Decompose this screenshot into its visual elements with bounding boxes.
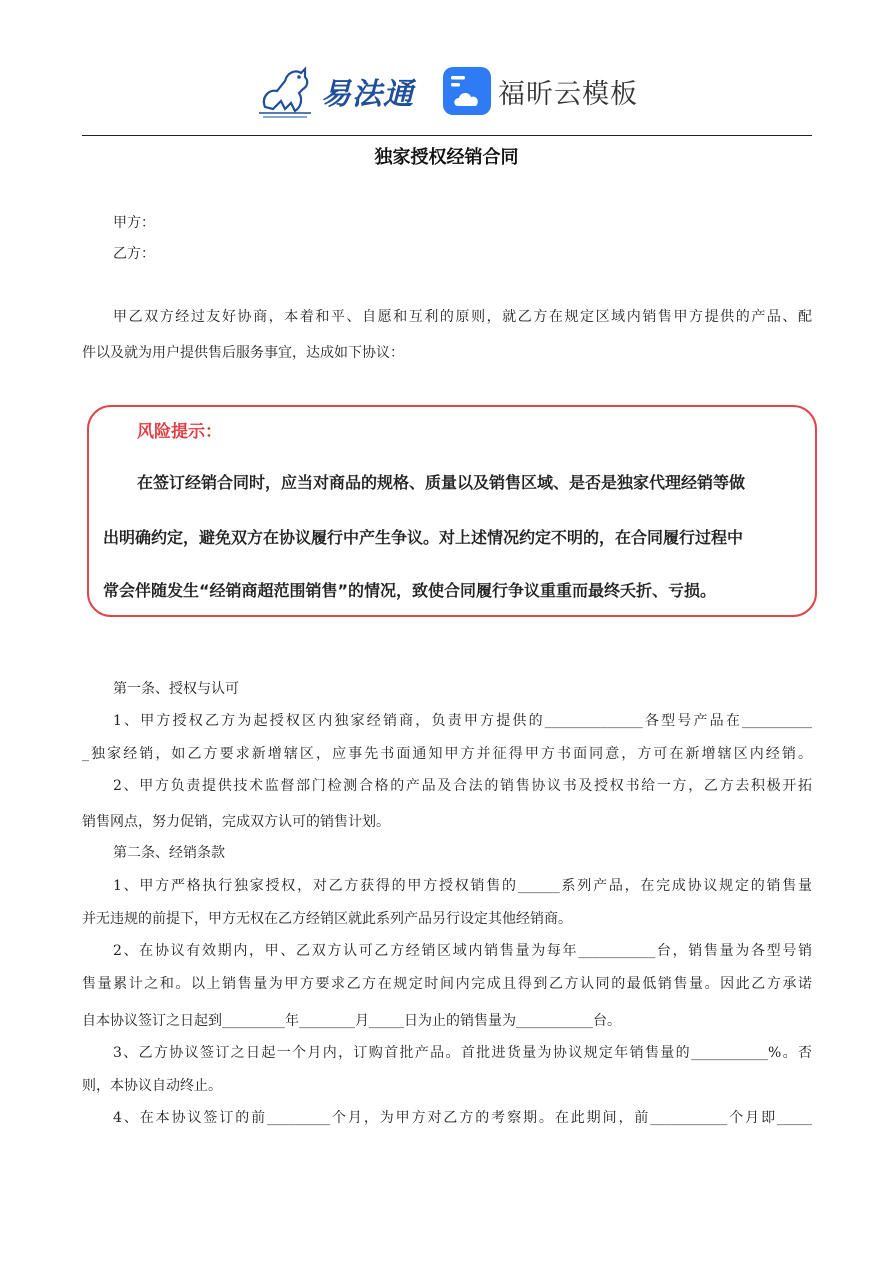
header-rule <box>82 135 812 136</box>
article-1-line-3: 2、甲方负责提供技术监督部门检测合格的产品及合法的销售协议书及授权书给一方，乙方去积极开拓 <box>113 778 812 794</box>
fuxin-logo-text: 福昕云模板 <box>498 78 638 110</box>
article-2-line-6: 3、乙方协议签订之日起一个月内，订购首批产品。首批进货量为协议规定年销售量的___________%。否 <box>113 1045 812 1061</box>
article-2-line-5: 自本协议签订之日起到_________年________月_____日为止的销售量为___________台。 <box>82 1013 621 1029</box>
article-1-line-1: 1、甲方授权乙方为起授权区内独家经销商，负责甲方提供的______________各型号产品在__________ <box>113 713 812 729</box>
article-2-line-1: 1、甲方严格执行独家授权，对乙方获得的甲方授权销售的______系列产品，在完成协议规定的销售量 <box>113 878 812 894</box>
article-1-line-2: _独家经销，如乙方要求新增辖区，应事先书面通知甲方并征得甲方书面同意，方可在新增辖区内经销。 <box>82 746 812 762</box>
horse-emblem-icon <box>255 63 315 119</box>
risk-notice-line-1: 在签订经销合同时，应当对商品的规格、质量以及销售区域、是否是独家代理经销等做 <box>137 473 746 492</box>
risk-notice-box <box>87 405 817 617</box>
risk-notice-line-3: 常会伴随发生“经销商超范围销售”的情况，致使合同履行争议重重而最终夭折、亏损。 <box>103 581 717 600</box>
article-2-line-7: 则，本协议自动终止。 <box>82 1078 222 1094</box>
document-title: 独家授权经销合同 <box>374 147 519 168</box>
article-2-line-8: 4、在本协议签订的前_________个月，为甲方对乙方的考察期。在此期间，前___________个月即_____ <box>113 1110 812 1126</box>
article-1-heading: 第一条、授权与认可 <box>113 681 239 697</box>
party-a-label: 甲方： <box>113 215 155 231</box>
article-1-line-4: 销售网点，努力促销，完成双方认可的销售计划。 <box>82 814 390 830</box>
logo-bar <box>0 60 893 122</box>
risk-notice-line-2: 出明确约定，避免双方在协议履行中产生争议。对上述情况约定不明的，在合同履行过程中 <box>103 528 744 547</box>
article-2-line-4: 售量累计之和。以上销售量为甲方要求乙方在规定时间内完成且得到乙方认同的最低销售量。因此乙方承诺 <box>82 976 812 992</box>
yifatong-logo <box>255 63 414 119</box>
article-2-heading: 第二条、经销条款 <box>113 845 225 861</box>
article-2-line-3: 2、在协议有效期内，甲、乙双方认可乙方经销区域内销售量为每年___________台，销售量为各型号销 <box>113 943 812 959</box>
article-2-line-2: 并无违规的前提下，甲方无权在乙方经销区就此系列产品另行设定其他经销商。 <box>82 911 572 927</box>
fuxin-logo <box>442 66 638 116</box>
cloud-template-icon <box>442 66 492 116</box>
risk-notice-title: 风险提示： <box>137 422 222 442</box>
preamble-line-1: 甲乙双方经过友好协商，本着和平、自愿和互利的原则，就乙方在规定区域内销售甲方提供的产品、配 <box>113 309 812 325</box>
preamble-line-2: 件以及就为用户提供售后服务事宜，达成如下协议： <box>82 345 404 361</box>
party-b-label: 乙方： <box>113 246 155 262</box>
yifatong-logo-text: 易法通 <box>321 77 414 112</box>
